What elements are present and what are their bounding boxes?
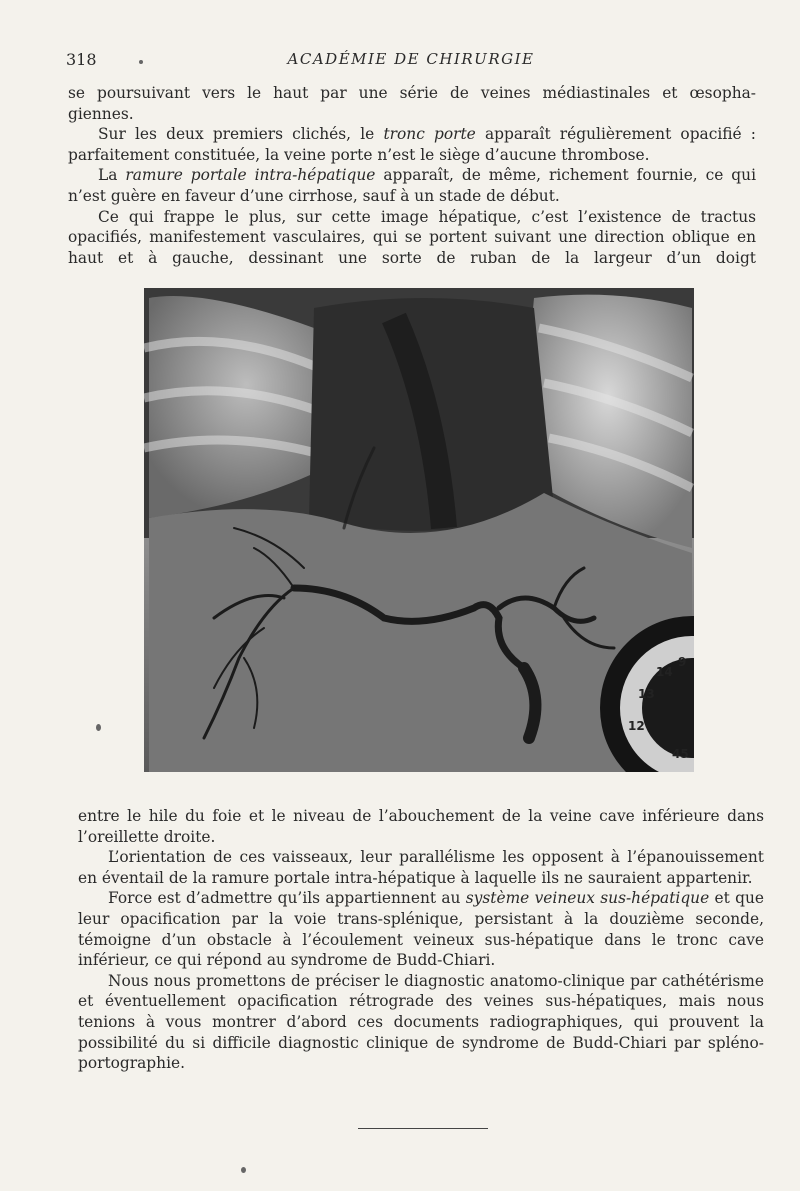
running-title: ACADÉMIE DE CHIRURGIE bbox=[287, 50, 535, 68]
page-number: 318 bbox=[66, 50, 97, 69]
text-line: se poursuivant vers le haut par une série de veines médiastinales et œsopha- bbox=[68, 84, 756, 102]
text-run: Ce qui frappe le plus, sur cette image hépatique, c’est l’existence de tractus opacifiés, manifestement vasculaires, qui se portent suivant une direction oblique en haut et à gauche, dessinant une sorte de ruban de la largeur d’un doigt bbox=[68, 207, 756, 267]
text-run: Sur les deux premiers clichés, le bbox=[98, 125, 384, 144]
radiograph-figure bbox=[144, 288, 694, 772]
paragraph-continuation bbox=[68, 83, 756, 124]
print-speck bbox=[241, 1167, 246, 1173]
italic-term: système veineux sus-hépatique bbox=[465, 889, 710, 908]
print-speck bbox=[96, 724, 101, 731]
dial-label: 13 bbox=[638, 687, 655, 701]
text-run: Nous nous promettons de préciser le diagnostic anatomo-clinique par cathétérisme et éventuellement opacification rétrograde des veines sus-hépatiques, mais nous tenions à vous montrer d’abord ces documents radiographiques, qui prouvent la possibilité du si difficile diagnostic clinique de syndrome de Budd-Chiari par spléno-portographie. bbox=[78, 971, 764, 1073]
paragraph-continuation-2 bbox=[78, 806, 764, 847]
italic-term: ramure portale intra-hépatique bbox=[125, 166, 376, 185]
paragraph-systeme-veineux bbox=[78, 888, 764, 970]
text-run: apparaît régulièrement opacifié : parfaitement constituée, la veine porte n’est le siège d’aucune thrombose. bbox=[68, 125, 756, 164]
print-speck bbox=[139, 60, 143, 64]
dial-label: 9 bbox=[678, 655, 687, 669]
paragraph-conclusion bbox=[78, 971, 764, 1074]
top-text-block bbox=[68, 83, 756, 268]
dial-label: 14 bbox=[656, 665, 673, 679]
page-header bbox=[66, 50, 756, 72]
italic-term: tronc porte bbox=[383, 125, 476, 144]
text-line: giennes. bbox=[68, 104, 134, 123]
text-run: entre le hile du foie et le niveau de l’abouchement de la veine cave inférieure dans l’oreillette droite. bbox=[78, 807, 764, 846]
text-run: apparaît, de même, richement fournie, ce qui n’est guère en faveur d’une cirrhose, sauf à un stade de début. bbox=[68, 166, 756, 205]
dial-label: 45 bbox=[672, 747, 689, 761]
text-run: et que leur opacification par la voie trans-splénique, persistant à la douzième seconde, témoigne d’un obstacle à l’écoulement veineux sus-hépatique dans le tronc cave inférieur, ce qui répond au syndrome de Budd-Chiari. bbox=[78, 889, 765, 970]
paragraph-tractus bbox=[68, 207, 756, 269]
bottom-text-block bbox=[78, 806, 764, 1074]
text-run: L’orientation de ces vaisseaux, leur parallélisme les opposent à l’épanouissement en éventail de la ramure portale intra-hépatique à laquelle ils ne sauraient appartenir. bbox=[78, 848, 764, 887]
paragraph-ramure-portale bbox=[68, 165, 756, 206]
text-run: Force est d’admettre qu’ils appartiennent au bbox=[108, 889, 466, 908]
dial-label: 12 bbox=[628, 719, 645, 733]
text-run: La bbox=[98, 166, 126, 185]
paragraph-tronc-porte bbox=[68, 124, 756, 165]
end-rule bbox=[358, 1128, 488, 1129]
radiograph-image bbox=[144, 288, 694, 772]
paragraph-orientation bbox=[78, 847, 764, 888]
